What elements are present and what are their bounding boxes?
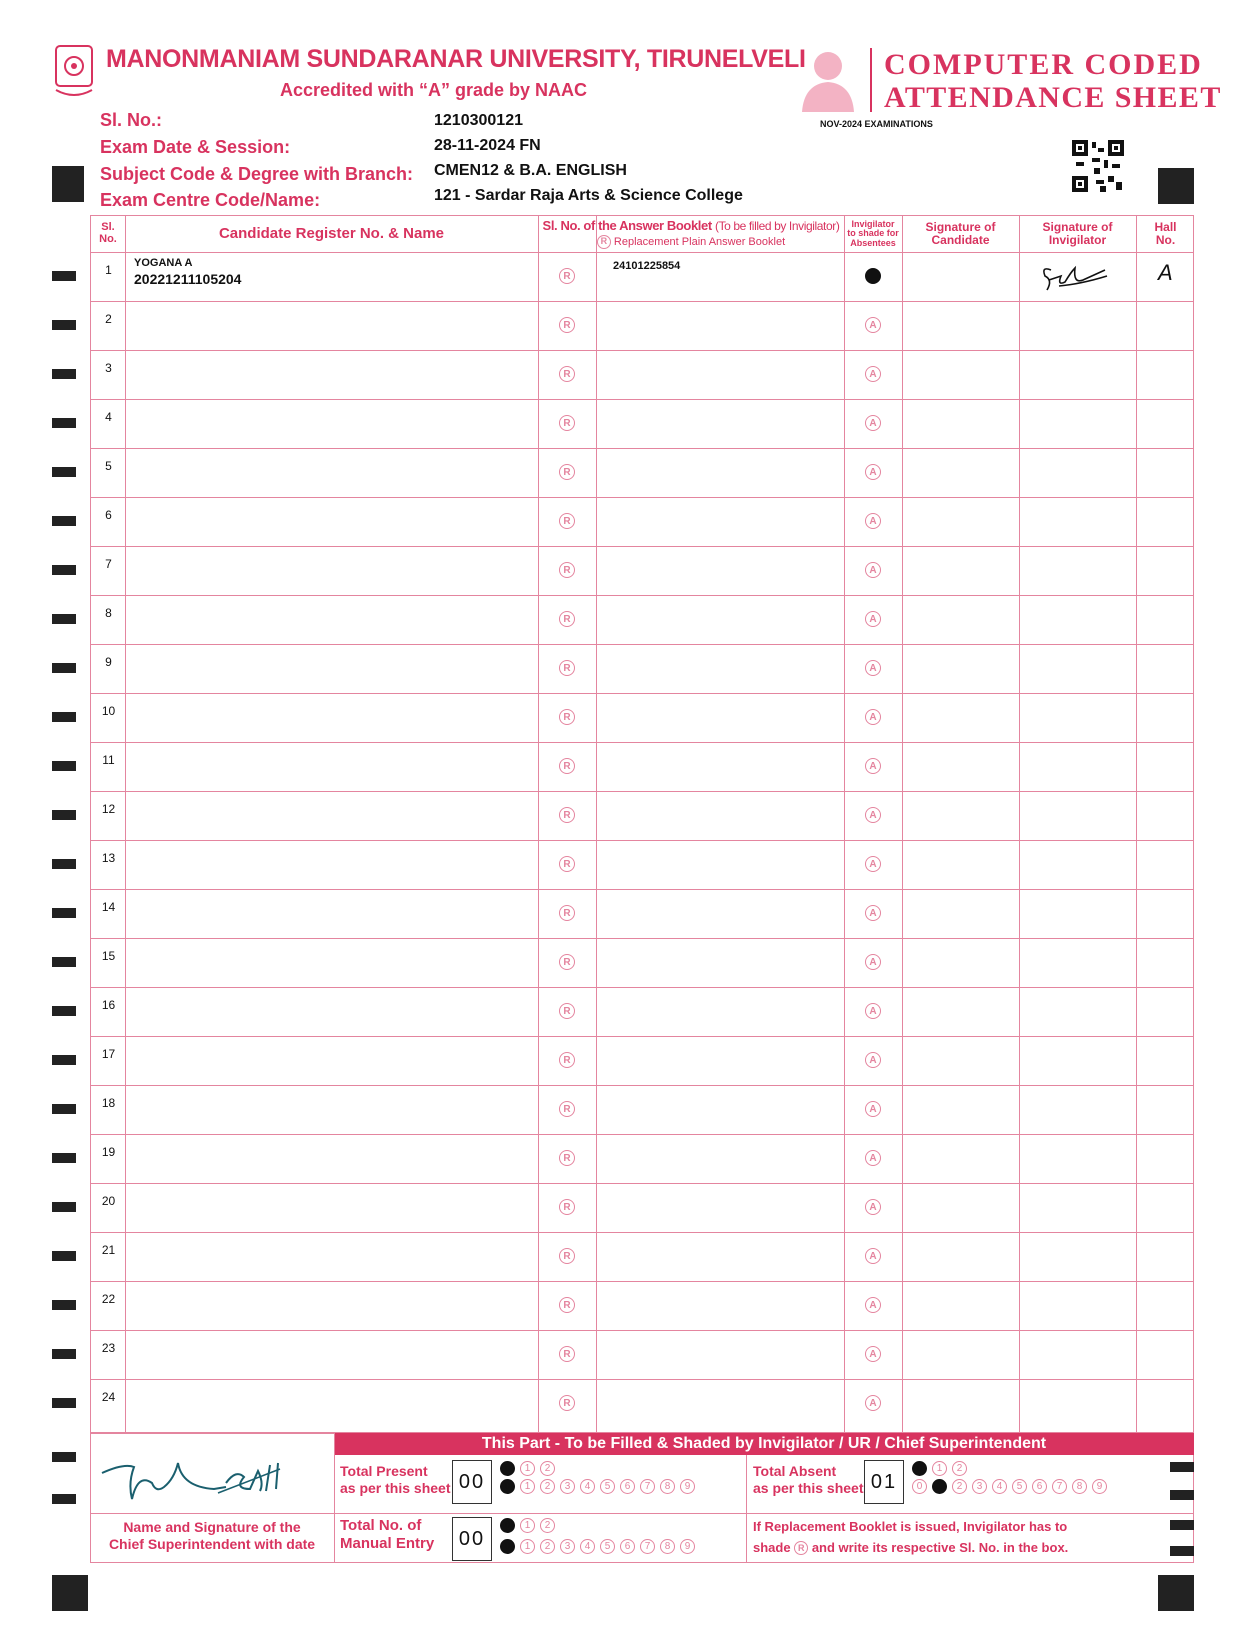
replacement-bubble[interactable]: R <box>559 1003 575 1019</box>
digit-bubble[interactable]: 6 <box>620 1539 635 1554</box>
replacement-bubble[interactable]: R <box>559 856 575 872</box>
absent-bubble[interactable]: A <box>865 856 881 872</box>
alignment-mark <box>52 1104 76 1114</box>
header-invigilator-shade: Invigilator to shade for Absentees <box>847 218 899 248</box>
alignment-mark <box>52 1300 76 1310</box>
alignment-mark <box>52 418 76 428</box>
candidate-register-no: 20221211105204 <box>134 271 242 287</box>
digit-bubble[interactable]: 4 <box>580 1539 595 1554</box>
replacement-bubble[interactable]: R <box>559 1052 575 1068</box>
row-sl-no: 5 <box>105 459 112 473</box>
manual-entry-box[interactable]: 00 <box>452 1517 492 1561</box>
absent-bubble[interactable]: A <box>865 513 881 529</box>
table-row <box>91 840 1193 889</box>
table-row <box>91 399 1193 448</box>
replacement-note: If Replacement Booklet is issued, Invigilator has to shade R and write its respective Sl. No. in the box. <box>753 1519 1069 1555</box>
alignment-mark <box>52 1202 76 1212</box>
row-sl-no: 10 <box>101 704 116 718</box>
digit-bubble[interactable]: 1 <box>932 1479 947 1494</box>
sheet-title-line1: COMPUTER CODED <box>884 48 1203 81</box>
digit-bubble[interactable]: 2 <box>540 1479 555 1494</box>
replacement-symbol-icon: R <box>597 235 611 249</box>
replacement-bubble[interactable]: R <box>559 513 575 529</box>
alignment-mark <box>52 908 76 918</box>
table-row <box>91 1134 1193 1183</box>
row-sl-no: 22 <box>101 1292 116 1306</box>
replacement-bubble[interactable]: R <box>559 464 575 480</box>
founder-portrait-icon <box>794 44 862 112</box>
header-signature-invigilator: Signature of Invigilator <box>1042 220 1113 247</box>
row-sl-no: 9 <box>105 655 112 669</box>
row-sl-no: 11 <box>102 753 115 767</box>
replacement-bubble[interactable]: R <box>559 415 575 431</box>
answer-booklet-no: 24101225854 <box>613 260 681 272</box>
manual-entry-label: Total No. of Manual Entry <box>340 1517 435 1552</box>
alignment-mark <box>52 516 76 526</box>
university-logo-icon <box>52 44 96 100</box>
alignment-mark <box>52 1494 76 1504</box>
alignment-mark <box>52 1452 76 1462</box>
row-sl-no: 19 <box>101 1145 116 1159</box>
table-row <box>91 1330 1193 1379</box>
row-sl-no: 12 <box>101 802 116 816</box>
sl-no-label: Sl. No.: <box>100 110 162 130</box>
invigilator-signature-icon <box>1031 256 1111 296</box>
alignment-mark <box>52 565 76 575</box>
qr-code-icon <box>1072 140 1124 192</box>
header-sl-no: Sl. No. <box>99 221 117 245</box>
replacement-bubble[interactable]: R <box>559 905 575 921</box>
centre-label: Exam Centre Code/Name: <box>100 190 321 210</box>
row-sl-no: 4 <box>105 410 112 424</box>
table-row <box>91 693 1193 742</box>
absent-bubble[interactable]: A <box>865 1052 881 1068</box>
replacement-bubble[interactable]: R <box>559 1346 575 1362</box>
replacement-bubble[interactable]: R <box>559 954 575 970</box>
accreditation-text: Accredited with “A” grade by NAAC <box>280 80 588 100</box>
alignment-mark <box>52 810 76 820</box>
absent-bubble[interactable]: A <box>865 1101 881 1117</box>
replacement-bubble[interactable]: R <box>559 317 575 333</box>
absent-bubble[interactable]: A <box>865 562 881 578</box>
header-booklet: Sl. No. of the Answer Booklet (To be filled by Invigilator) R Replacement Plain Answer Booklet <box>542 218 840 248</box>
row-sl-no: 3 <box>105 361 112 375</box>
digit-bubble[interactable]: 5 <box>600 1479 615 1494</box>
digit-bubble[interactable]: 9 <box>680 1539 695 1554</box>
digit-bubble[interactable]: 1 <box>932 1461 947 1476</box>
row-sl-no: 21 <box>101 1243 116 1257</box>
table-row <box>91 938 1193 987</box>
digit-bubble[interactable]: 0 <box>912 1461 927 1476</box>
digit-bubble[interactable]: 1 <box>520 1539 535 1554</box>
attendance-table <box>90 215 1194 1433</box>
digit-bubble[interactable]: 2 <box>540 1461 555 1476</box>
table-row <box>91 791 1193 840</box>
digit-bubble[interactable]: 6 <box>620 1479 635 1494</box>
alignment-mark <box>52 1153 76 1163</box>
total-absent-label: Total Absent as per this sheet <box>753 1463 864 1496</box>
session-label: NOV-2024 EXAMINATIONS <box>820 119 933 129</box>
candidate-name: YOGANA A <box>134 257 193 269</box>
replacement-bubble[interactable]: R <box>559 1199 575 1215</box>
table-row <box>91 252 1193 301</box>
row-sl-no: 15 <box>101 949 116 963</box>
replacement-bubble[interactable]: R <box>559 562 575 578</box>
absent-bubble[interactable]: A <box>865 366 881 382</box>
table-row <box>91 987 1193 1036</box>
row-sl-no: 16 <box>101 998 116 1012</box>
table-row <box>91 350 1193 399</box>
table-row <box>91 448 1193 497</box>
digit-bubble[interactable]: 2 <box>952 1461 967 1476</box>
absent-bubble[interactable]: A <box>865 807 881 823</box>
centre-value: 121 - Sardar Raja Arts & Science College <box>434 187 743 204</box>
sheet-title-line2: ATTENDANCE SHEET <box>884 81 1222 114</box>
digit-bubble[interactable]: 2 <box>540 1539 555 1554</box>
table-row <box>91 1281 1193 1330</box>
alignment-mark <box>52 663 76 673</box>
replacement-bubble[interactable]: R <box>559 1150 575 1166</box>
absent-bubble[interactable]: A <box>865 464 881 480</box>
table-row <box>91 1379 1193 1428</box>
digit-bubble[interactable]: 9 <box>680 1479 695 1494</box>
digit-bubble[interactable]: 6 <box>1032 1479 1047 1494</box>
replacement-bubble[interactable]: R <box>559 807 575 823</box>
digit-bubble[interactable]: 8 <box>1072 1479 1087 1494</box>
row-sl-no: 18 <box>101 1096 116 1110</box>
alignment-mark <box>52 957 76 967</box>
digit-bubble[interactable]: 0 <box>912 1479 927 1494</box>
digit-bubble[interactable]: 3 <box>560 1539 575 1554</box>
absent-bubble[interactable]: A <box>865 660 881 676</box>
alignment-mark <box>52 1251 76 1261</box>
digit-bubble[interactable]: 4 <box>580 1479 595 1494</box>
row-sl-no: 8 <box>105 606 112 620</box>
replacement-bubble[interactable]: R <box>559 268 575 284</box>
replacement-bubble[interactable]: R <box>559 1297 575 1313</box>
row-sl-no: 14 <box>101 900 116 914</box>
alignment-mark <box>1158 168 1194 204</box>
absent-bubble[interactable]: A <box>865 611 881 627</box>
table-row <box>91 1232 1193 1281</box>
row-sl-no: 17 <box>101 1047 116 1061</box>
alignment-mark <box>52 1349 76 1359</box>
header-signature-candidate: Signature of Candidate <box>925 220 996 247</box>
alignment-mark <box>52 712 76 722</box>
absent-bubble[interactable]: A <box>865 1346 881 1362</box>
row-sl-no: 2 <box>105 312 112 326</box>
title-divider <box>870 48 872 112</box>
table-row <box>91 1085 1193 1134</box>
absent-bubble[interactable]: A <box>865 415 881 431</box>
table-row <box>91 595 1193 644</box>
hall-no: A <box>1158 260 1173 285</box>
alignment-mark <box>1170 1520 1194 1530</box>
replacement-bubble[interactable]: R <box>559 1395 575 1411</box>
alignment-mark <box>52 166 84 202</box>
alignment-mark <box>1170 1462 1194 1472</box>
absent-bubble[interactable]: A <box>865 1199 881 1215</box>
digit-bubble[interactable]: 3 <box>972 1479 987 1494</box>
replacement-bubble[interactable]: R <box>559 709 575 725</box>
absent-bubble[interactable]: A <box>865 758 881 774</box>
table-row <box>91 301 1193 350</box>
absent-bubble[interactable]: A <box>865 1150 881 1166</box>
table-row <box>91 546 1193 595</box>
summary-band-title: This Part - To be Filled & Shaded by Invigilator / UR / Chief Superintendent <box>334 1433 1194 1455</box>
row-sl-no: 6 <box>105 508 112 522</box>
digit-bubble[interactable]: 2 <box>952 1479 967 1494</box>
row-sl-no: 7 <box>105 557 112 571</box>
absent-bubble[interactable]: A <box>865 317 881 333</box>
subject-label: Subject Code & Degree with Branch: <box>100 164 414 184</box>
digit-bubble[interactable]: 7 <box>640 1479 655 1494</box>
digit-bubble[interactable]: 3 <box>560 1479 575 1494</box>
replacement-bubble[interactable]: R <box>559 611 575 627</box>
chief-superintendent-label: Name and Signature of the Chief Superintendent with date <box>108 1519 316 1552</box>
alignment-mark <box>52 271 76 281</box>
digit-bubble[interactable]: 0 <box>500 1539 515 1554</box>
digit-bubble[interactable]: 7 <box>1052 1479 1067 1494</box>
absent-bubble[interactable]: A <box>865 1003 881 1019</box>
summary-section <box>90 1433 1194 1563</box>
row-sl-no: 24 <box>101 1390 116 1404</box>
table-row <box>91 644 1193 693</box>
table-row <box>91 497 1193 546</box>
alignment-mark <box>52 320 76 330</box>
replacement-bubble[interactable]: R <box>559 1248 575 1264</box>
absent-bubble[interactable] <box>865 268 881 284</box>
total-present-box[interactable]: 00 <box>452 1460 492 1504</box>
alignment-mark <box>52 1398 76 1408</box>
alignment-mark <box>52 1006 76 1016</box>
row-sl-no: 13 <box>101 851 116 865</box>
chief-superintendent-signature-icon <box>94 1443 314 1509</box>
university-name: MANONMANIAM SUNDARANAR UNIVERSITY, TIRUNELVELI <box>106 45 806 73</box>
digit-bubble[interactable]: 0 <box>500 1461 515 1476</box>
alignment-mark <box>1170 1546 1194 1556</box>
absent-bubble[interactable]: A <box>865 1395 881 1411</box>
replacement-symbol-icon: R <box>794 1541 808 1555</box>
digit-bubble[interactable]: 1 <box>520 1518 535 1533</box>
alignment-mark <box>52 614 76 624</box>
alignment-mark <box>52 467 76 477</box>
replacement-bubble[interactable]: R <box>559 758 575 774</box>
subject-value: CMEN12 & B.A. ENGLISH <box>434 162 627 179</box>
alignment-mark <box>52 1055 76 1065</box>
digit-bubble[interactable]: 0 <box>500 1479 515 1494</box>
table-row <box>91 1183 1193 1232</box>
total-present-label: Total Present as per this sheet <box>340 1463 451 1496</box>
total-absent-box[interactable]: 01 <box>864 1460 904 1504</box>
alignment-mark <box>1158 1575 1194 1611</box>
alignment-mark <box>52 1575 88 1611</box>
digit-bubble[interactable]: 7 <box>640 1539 655 1554</box>
absent-bubble[interactable]: A <box>865 905 881 921</box>
replacement-bubble[interactable]: R <box>559 1101 575 1117</box>
replacement-bubble[interactable]: R <box>559 660 575 676</box>
replacement-bubble[interactable]: R <box>559 366 575 382</box>
sl-no-value: 1210300121 <box>434 112 523 129</box>
table-row <box>91 1036 1193 1085</box>
table-row <box>91 889 1193 938</box>
absent-bubble[interactable]: A <box>865 709 881 725</box>
exam-date-value: 28-11-2024 FN <box>434 137 541 154</box>
digit-bubble[interactable]: 8 <box>660 1479 675 1494</box>
digit-bubble[interactable]: 4 <box>992 1479 1007 1494</box>
row-sl-no: 23 <box>101 1341 116 1355</box>
digit-bubble[interactable]: 1 <box>520 1479 535 1494</box>
digit-bubble[interactable]: 8 <box>660 1539 675 1554</box>
alignment-mark <box>1170 1490 1194 1500</box>
digit-bubble[interactable]: 0 <box>500 1518 515 1533</box>
table-row <box>91 742 1193 791</box>
digit-bubble[interactable]: 5 <box>1012 1479 1027 1494</box>
header-hall-no: Hall No. <box>1154 220 1177 247</box>
absent-bubble[interactable]: A <box>865 1248 881 1264</box>
absent-bubble[interactable]: A <box>865 954 881 970</box>
row-sl-no: 20 <box>101 1194 116 1208</box>
digit-bubble[interactable]: 1 <box>520 1461 535 1476</box>
alignment-mark <box>52 761 76 771</box>
digit-bubble[interactable]: 2 <box>540 1518 555 1533</box>
exam-date-label: Exam Date & Session: <box>100 137 291 157</box>
alignment-mark <box>52 859 76 869</box>
digit-bubble[interactable]: 9 <box>1092 1479 1107 1494</box>
row-sl-no: 1 <box>105 263 112 277</box>
alignment-mark <box>52 369 76 379</box>
header-candidate: Candidate Register No. & Name <box>218 225 445 243</box>
absent-bubble[interactable]: A <box>865 1297 881 1313</box>
digit-bubble[interactable]: 5 <box>600 1539 615 1554</box>
